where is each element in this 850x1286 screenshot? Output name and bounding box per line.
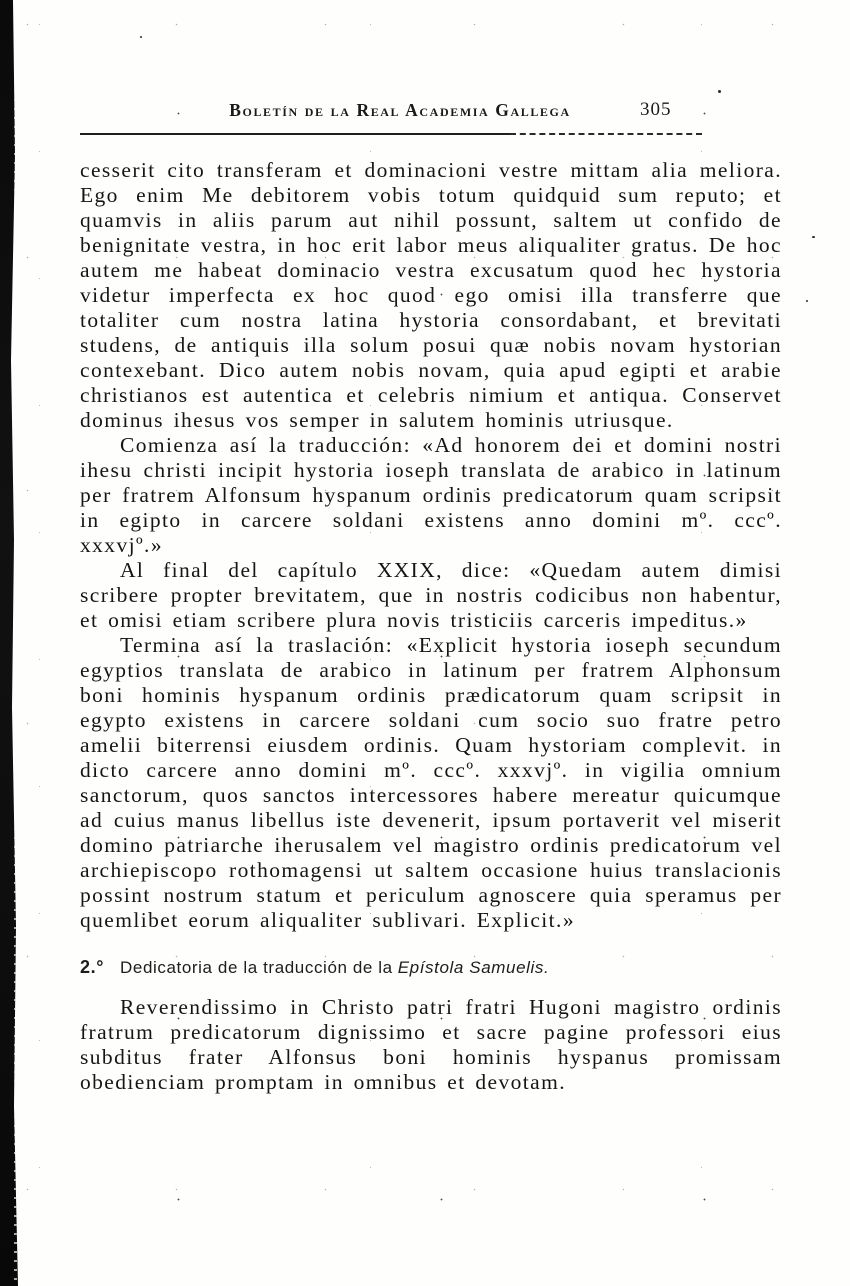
body-paragraph-comienza: Comienza así la traducción: «Ad honorem dei et domini nostri ihesu christi incipit hystoria ioseph translata de arabico in latinum per fratrem Alfonsum hyspanum ordinis predicatorum quam scripsit in egipto in carcere soldani existens anno domini mº. cccº. xxxvjº.»: [80, 433, 782, 557]
header-rule-solid-segment: [80, 133, 510, 136]
section-number: 2.°: [80, 957, 105, 977]
body-text-block: [80, 158, 782, 1095]
header-rule-dashed-segment: [510, 133, 702, 136]
header-rule: [80, 133, 702, 136]
body-paragraph-termina: Termina así la traslación: «Explicit hystoria ioseph secundum egyptios translata de arabico in latinum per fratrem Alphonsum boni hominis hyspanum ordinis prædicatorum quam scripsit in egypto existens in carcere soldani cum socio suo fratre petro amelii biterrensi eiusdem ordinis. Quam hystoriam complevit. in dicto carcere anno domini mº. cccº. xxxvjº. in vigilia omnium sanctorum, quos sanctos intercessores habere mereatur quicumque ad cuius manus libellus iste devenerit, ipsum portaverit vel miserit domino patriarche iherusalem vel magistro ordinis predicatorum vel archiepiscopo rothomagensi ut saltem occasione huius translacionis possint nostrum statum et periculum agnoscere quia speramus per quemlibet eorum aliqualiter sublivari. Explicit.»: [80, 633, 782, 932]
page-number: 305: [640, 99, 672, 120]
scan-binding-shadow: [0, 0, 18, 1286]
section-title: Dedicatoria de la traducción de la: [120, 958, 393, 977]
journal-title: Boletín de la Real Academia Gallega: [229, 100, 571, 120]
section-work-title: Epístola Samuelis.: [397, 958, 550, 977]
section-heading: [80, 957, 782, 978]
body-paragraph-al-final: Al final del capítulo XXIX, dice: «Quedam autem dimisi scribere propter brevitatem, que in nostris codicibus non habentur, et omisi etiam scribere plura novis tristiciis carceris impeditus.»: [80, 558, 782, 632]
page-header: [80, 100, 782, 126]
scan-speck: [806, 300, 808, 302]
page-content: [80, 0, 782, 1095]
scan-speck: [812, 236, 815, 238]
body-paragraph-continuation: cesserit cito transferam et dominacioni vestre mittam alia meliora. Ego enim Me debitorem vobis totum quidquid sum reputo; et quamvis in aliis parum aut nihil possunt, saltem ut confido de benignitate vestra, in hoc erit labor meus aliqualiter gratus. De hoc autem me habeat dominacio vestra excusatum quod hec hystoria videtur imperfecta ex hoc quod ego omisi illa transferre que totaliter cum nostra latina hystoria consordabant, et brevitati studens, de antiquis illa solum posui quæ nobis novam hystorian contexebant. Dico autem nobis novam, quia apud egipti et arabie christianos est autentica et celebris nimium et antiqua. Conservet dominus ihesus vos semper in salutem hominis utriusque.: [80, 158, 782, 432]
dedication-paragraph: Reverendissimo in Christo patri fratri Hugoni magistro ordinis fratrum predicatorum dignissimo et sacre pagine professori eius subditus frater Alfonsus boni hominis hyspanus promissam obedienciam promptam in omnibus et devotam.: [80, 995, 782, 1094]
